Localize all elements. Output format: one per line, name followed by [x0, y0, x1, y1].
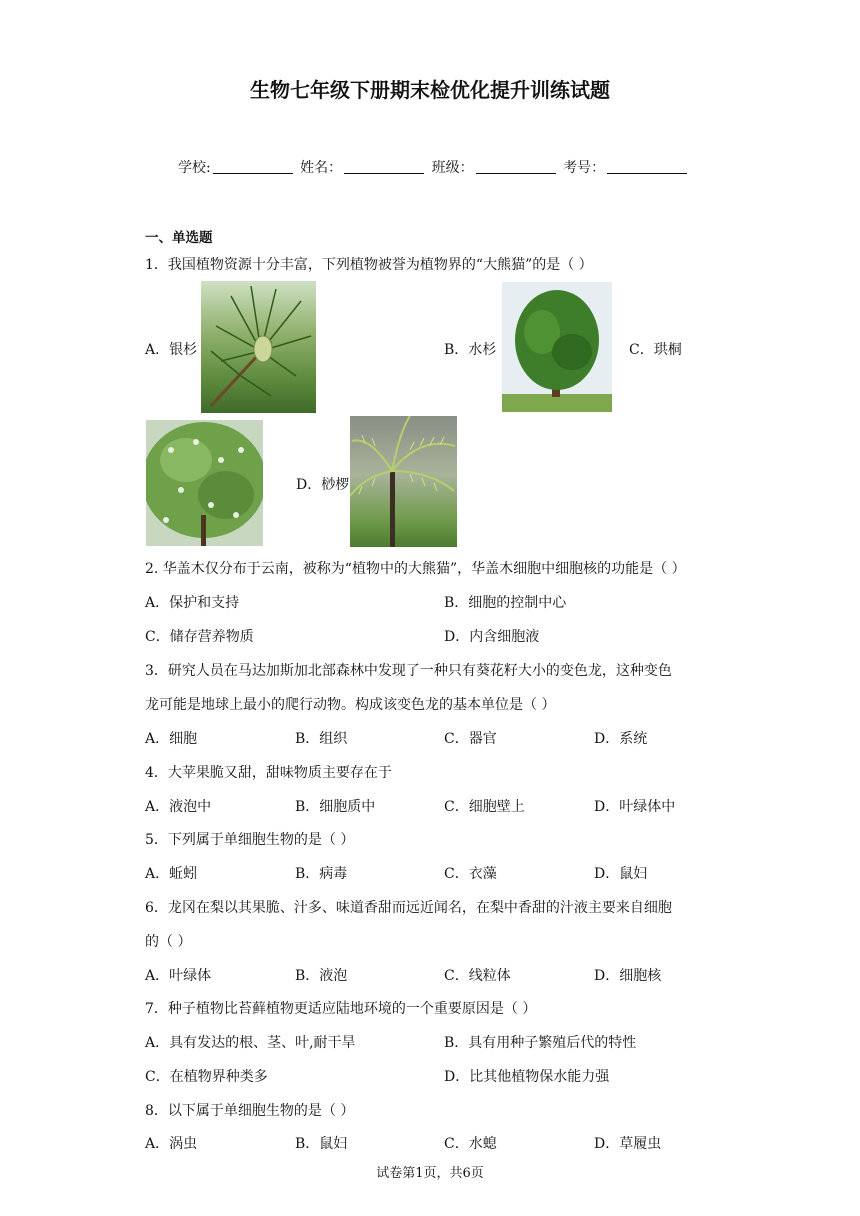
dawn-redwood-image — [502, 282, 612, 412]
question-3-stem-line2: 龙可能是地球上最小的爬行动物。构成该变色龙的基本单位是（ ） — [145, 697, 556, 713]
dove-tree-image — [146, 420, 263, 546]
number-blank — [607, 159, 687, 174]
tree-fern-image — [350, 416, 457, 547]
q5-option-c: C．衣藻 — [444, 866, 497, 882]
q4-option-b: B．细胞质中 — [295, 799, 376, 815]
q2-option-b: B．细胞的控制中心 — [444, 595, 567, 611]
q4-option-a: A．液泡中 — [145, 799, 212, 815]
question-1-stem: 1．我国植物资源十分丰富，下列植物被誉为植物界的“大熊猫”的是（ ） — [145, 257, 593, 273]
q1-option-d: D．桫椤 — [296, 477, 350, 493]
q7-option-d: D．比其他植物保水能力强 — [444, 1069, 610, 1085]
question-2-stem: 2. 华盖木仅分布于云南，被称为“植物中的大熊猫”，华盖木细胞中细胞核的功能是（ ） — [145, 561, 686, 577]
q5-option-d: D．鼠妇 — [594, 866, 648, 882]
class-blank — [476, 159, 556, 174]
question-7-stem: 7．种子植物比苔藓植物更适应陆地环境的一个重要原因是（ ） — [145, 1001, 537, 1017]
student-info-line — [178, 157, 690, 177]
q3-option-c: C．器官 — [444, 731, 497, 747]
silver-fir-branch-icon — [201, 281, 316, 413]
question-6-stem: 6．龙冈在梨以其果脆、汁多、味道香甜而远近闻名，在梨中香甜的汁液主要来自细胞 — [145, 900, 672, 916]
q8-option-c: C．水螅 — [444, 1136, 497, 1152]
q6-option-a: A．叶绿体 — [145, 968, 212, 984]
page-footer: 试卷第1页，共6页 — [376, 1166, 484, 1181]
school-label: 学校: — [178, 160, 211, 176]
q8-option-b: B．鼠妇 — [295, 1136, 348, 1152]
q8-option-a: A．涡虫 — [145, 1136, 198, 1152]
q2-option-d: D．内含细胞液 — [444, 629, 540, 645]
tree-fern-icon — [350, 416, 457, 547]
q7-option-c: C．在植物界种类多 — [145, 1069, 268, 1085]
q3-option-d: D．系统 — [594, 731, 648, 747]
dove-tree-icon — [146, 420, 263, 546]
q7-option-b: B．具有用种子繁殖后代的特性 — [444, 1035, 637, 1051]
q6-option-d: D．细胞核 — [594, 968, 662, 984]
page-title: 生物七年级下册期末检优化提升训练试题 — [250, 78, 610, 102]
name-blank — [344, 159, 424, 174]
question-5-stem: 5．下列属于单细胞生物的是（ ） — [145, 832, 355, 848]
q5-option-a: A．蚯蚓 — [145, 866, 198, 882]
q6-option-b: B．液泡 — [295, 968, 348, 984]
q4-option-c: C．细胞壁上 — [444, 799, 525, 815]
q2-option-c: C．储存营养物质 — [145, 629, 254, 645]
q3-option-b: B．组织 — [295, 731, 348, 747]
q1-option-b: B．水杉 — [444, 342, 497, 358]
number-label: 考号： — [563, 160, 606, 176]
q4-option-d: D．叶绿体中 — [594, 799, 676, 815]
question-6-stem-line2: 的（ ） — [145, 934, 192, 950]
q2-option-a: A．保护和支持 — [145, 595, 240, 611]
q7-option-a: A．具有发达的根、茎、叶,耐干旱 — [145, 1035, 356, 1051]
q6-option-c: C．线粒体 — [444, 968, 511, 984]
class-label: 班级： — [431, 160, 474, 176]
q3-option-a: A．细胞 — [145, 731, 198, 747]
question-3-stem: 3．研究人员在马达加斯加北部森林中发现了一种只有葵花籽大小的变色龙，这种变色 — [145, 663, 672, 679]
q5-option-b: B．病毒 — [295, 866, 348, 882]
section-heading: 一、单选题 — [145, 230, 213, 246]
dawn-redwood-tree-icon — [502, 282, 612, 412]
q1-option-c: C．珙桐 — [629, 342, 682, 358]
q1-option-a: A．银杉 — [145, 342, 198, 358]
silver-fir-image — [201, 281, 316, 413]
school-blank — [213, 159, 293, 174]
question-8-stem: 8．以下属于单细胞生物的是（ ） — [145, 1103, 355, 1119]
question-4-stem: 4．大苹果脆又甜，甜味物质主要存在于 — [145, 765, 392, 781]
name-label: 姓名： — [300, 160, 343, 176]
q8-option-d: D．草履虫 — [594, 1136, 662, 1152]
